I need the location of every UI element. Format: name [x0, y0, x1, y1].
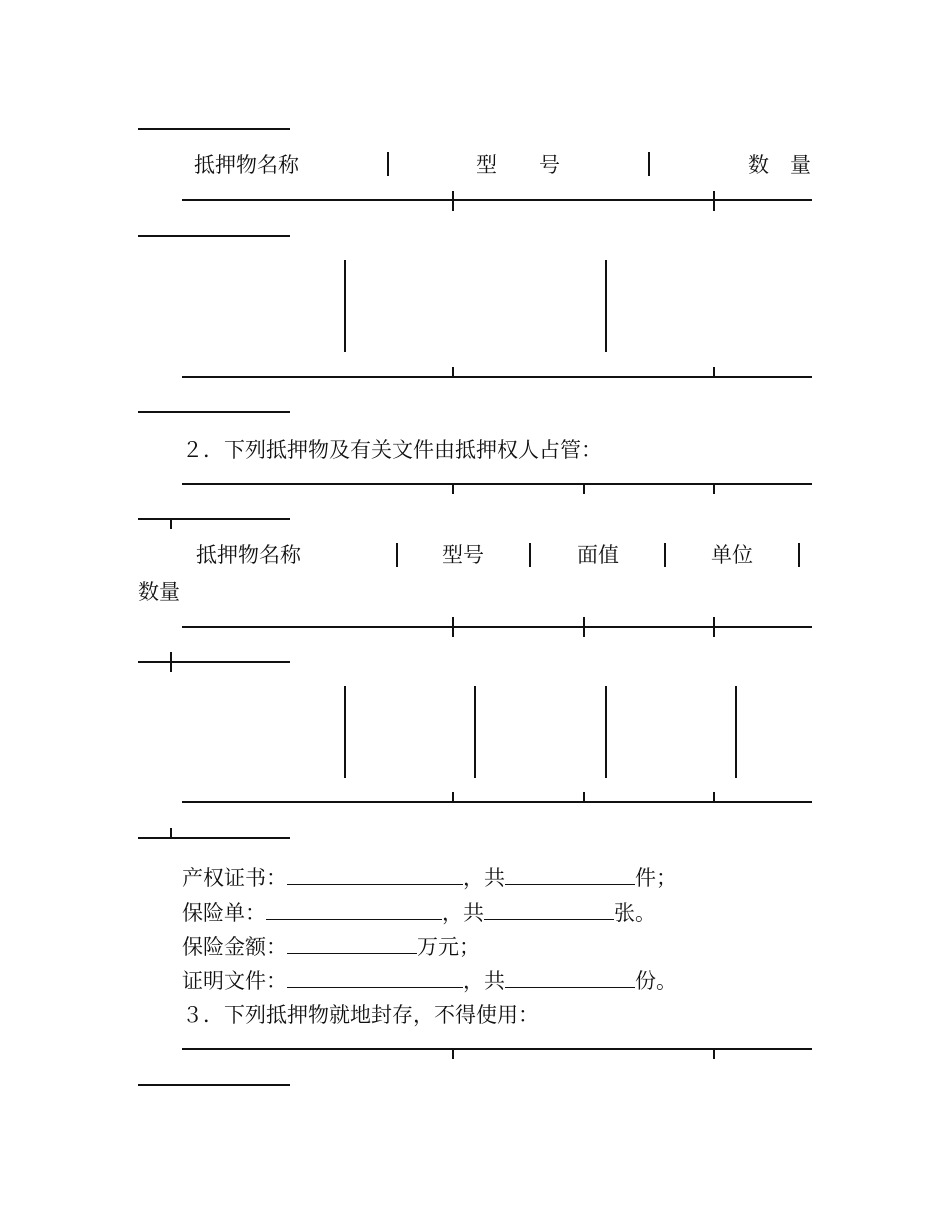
blank-field[interactable]	[287, 933, 417, 954]
table-border-tick	[452, 483, 454, 494]
table-border-tick	[452, 617, 454, 637]
field-insurance-policy	[182, 899, 656, 925]
table-border-tick	[713, 1048, 715, 1059]
table-border	[182, 199, 812, 201]
field-separator: ，共	[463, 866, 505, 890]
table-border-tick	[583, 483, 585, 494]
table1-cell-separator	[605, 260, 607, 352]
table-border	[182, 376, 812, 378]
table1-header-separator	[648, 152, 650, 176]
field-property-certificate	[182, 864, 677, 890]
table2-header-separator	[798, 543, 800, 567]
rule	[138, 411, 290, 413]
blank-field[interactable]	[266, 899, 442, 920]
table-border	[182, 1048, 812, 1050]
table1-cell-separator	[344, 260, 346, 352]
table-border-tick	[713, 617, 715, 637]
blank-field[interactable]	[287, 864, 463, 885]
field-label: 保险单：	[182, 901, 266, 925]
rule	[138, 235, 290, 237]
field-insurance-amount	[182, 933, 480, 959]
field-unit: 份。	[635, 969, 677, 993]
rule	[138, 837, 290, 839]
blank-field[interactable]	[505, 967, 635, 988]
table-border-tick	[583, 792, 585, 803]
item3-heading: ３．下列抵押物就地封存，不得使用：	[182, 1003, 539, 1027]
table-border-tick	[583, 617, 585, 637]
field-unit: 件；	[635, 866, 677, 890]
table-border	[182, 483, 812, 485]
table2-header-quantity: 数量	[138, 580, 180, 604]
field-separator: ，共	[442, 901, 484, 925]
table2-header-value: 面值	[577, 543, 619, 567]
rule	[138, 1084, 290, 1086]
table-border-tick	[713, 191, 715, 211]
field-unit: 万元；	[417, 935, 480, 959]
table-border-tick	[170, 518, 172, 529]
table1-header-separator	[387, 152, 389, 176]
table2-cell-separator	[605, 686, 607, 778]
table-border-tick	[170, 652, 172, 672]
table-border-tick	[452, 792, 454, 803]
table-border	[182, 801, 812, 803]
field-separator: ，共	[463, 969, 505, 993]
table-border-tick	[170, 828, 172, 839]
blank-field[interactable]	[505, 864, 635, 885]
field-supporting-documents	[182, 967, 677, 993]
table2-header-separator	[529, 543, 531, 567]
table-border	[182, 626, 812, 628]
table-border-tick	[452, 1048, 454, 1059]
item2-heading: ２．下列抵押物及有关文件由抵押权人占管：	[182, 438, 602, 462]
blank-field[interactable]	[484, 899, 614, 920]
table2-cell-separator	[474, 686, 476, 778]
field-label: 保险金额：	[182, 935, 287, 959]
table2-header-separator	[664, 543, 666, 567]
table-border-tick	[713, 792, 715, 803]
table2-header-separator	[396, 543, 398, 567]
field-label: 证明文件：	[182, 969, 287, 993]
rule	[138, 518, 290, 520]
table2-header-name: 抵押物名称	[196, 543, 301, 567]
table-border-tick	[713, 367, 715, 378]
field-unit: 张。	[614, 901, 656, 925]
table1-header-model: 型 号	[476, 153, 560, 177]
field-label: 产权证书：	[182, 866, 287, 890]
blank-field[interactable]	[287, 967, 463, 988]
table1-header-name: 抵押物名称	[194, 153, 299, 177]
table-border-tick	[713, 483, 715, 494]
rule	[138, 661, 290, 663]
table2-header-unit: 单位	[711, 543, 753, 567]
table2-cell-separator	[344, 686, 346, 778]
table2-cell-separator	[735, 686, 737, 778]
table-border-tick	[452, 367, 454, 378]
table2-header-model: 型号	[442, 543, 484, 567]
table-border-tick	[452, 191, 454, 211]
table1-header-quantity: 数 量	[748, 153, 811, 177]
rule	[138, 128, 290, 130]
